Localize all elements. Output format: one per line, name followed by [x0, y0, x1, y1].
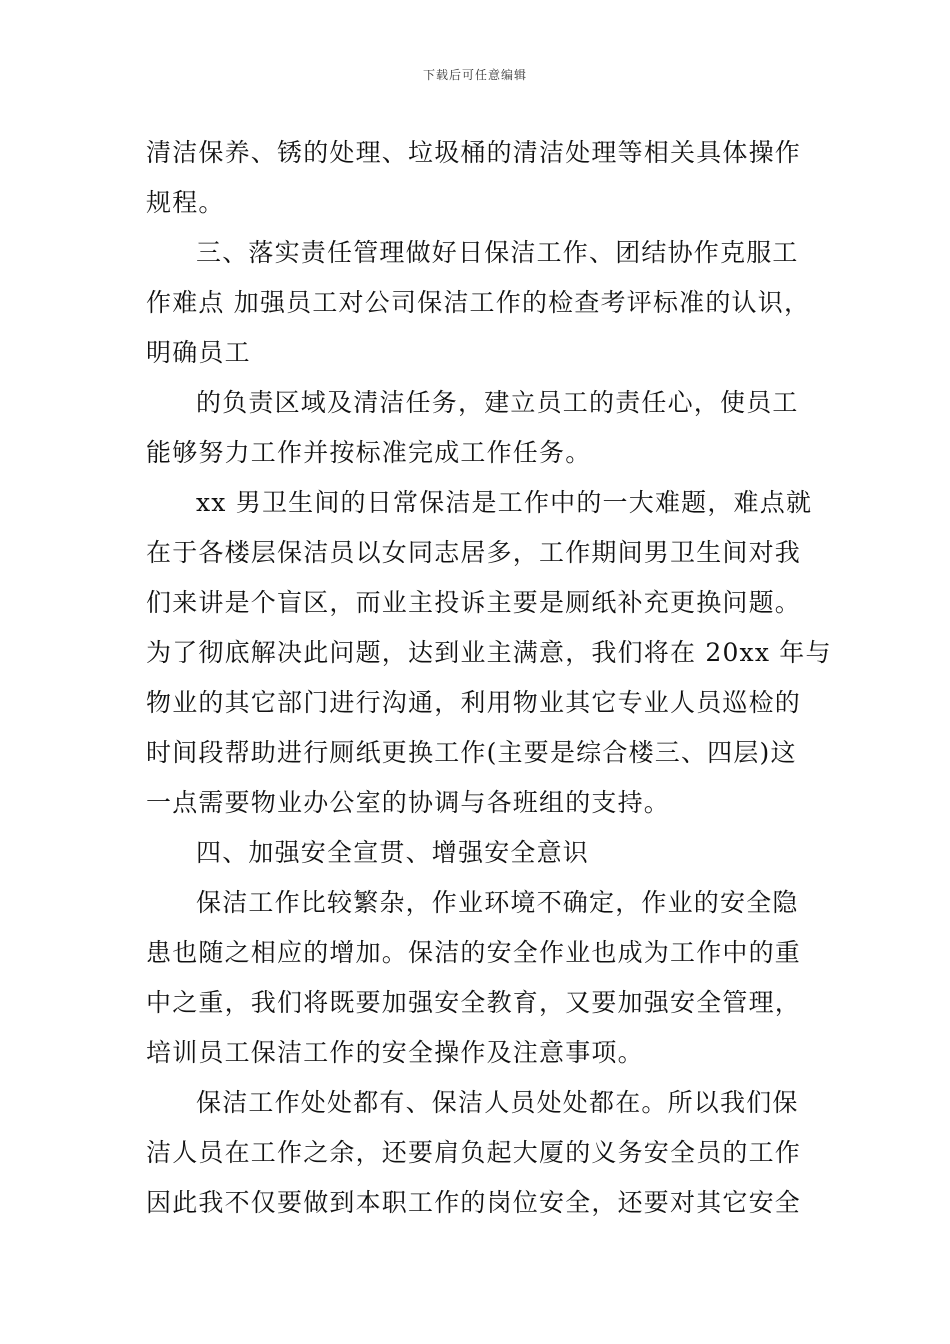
- text-line: 规程。: [146, 188, 225, 217]
- text-line: 四、加强安全宣贯、增强安全意识: [196, 838, 590, 867]
- text-line: 在于各楼层保洁员以女同志居多，工作期间男卫生间对我: [146, 538, 802, 567]
- text-line: 因此我不仅要做到本职工作的岗位安全，还要对其它安全: [146, 1188, 802, 1217]
- text-line: 为了彻底解决此问题，达到业主满意，我们将在 20xx 年与: [146, 638, 832, 667]
- text-line: 三、落实责任管理做好日保洁工作、团结协作克服工: [196, 238, 799, 267]
- text-line: 能够努力工作并按标准完成工作任务。: [146, 438, 592, 467]
- document-body: [146, 128, 832, 1228]
- text-line: 作难点 加强员工对公司保洁工作的检查考评标准的认识，: [146, 288, 811, 317]
- text-line: 们来讲是个盲区，而业主投诉主要是厕纸补充更换问题。: [146, 588, 802, 617]
- text-line: 物业的其它部门进行沟通，利用物业其它专业人员巡检的: [146, 688, 802, 717]
- text-line: xx 男卫生间的日常保洁是工作中的一大难题，难点就: [196, 488, 813, 517]
- text-line: 保洁工作比较繁杂，作业环境不确定，作业的安全隐: [196, 888, 799, 917]
- text-line: 清洁保养、锈的处理、垃圾桶的清洁处理等相关具体操作: [146, 138, 802, 167]
- text-line: 培训员工保洁工作的安全操作及注意事项。: [146, 1038, 644, 1067]
- text-line: 一点需要物业办公室的协调与各班组的支持。: [146, 788, 671, 817]
- text-line: 中之重，我们将既要加强安全教育，又要加强安全管理，: [146, 988, 802, 1017]
- text-line: 洁人员在工作之余，还要肩负起大厦的义务安全员的工作: [146, 1138, 802, 1167]
- text-line: 的负责区域及清洁任务，建立员工的责任心，使员工: [196, 388, 799, 417]
- text-line: 保洁工作处处都有、保洁人员处处都在。所以我们保: [196, 1088, 799, 1117]
- page-header: 下载后可任意编辑: [422, 68, 527, 82]
- text-line: 患也随之相应的增加。保洁的安全作业也成为工作中的重: [146, 938, 802, 967]
- text-line: 明确员工: [146, 338, 251, 367]
- text-line: 时间段帮助进行厕纸更换工作(主要是综合楼三、四层)这: [146, 738, 797, 767]
